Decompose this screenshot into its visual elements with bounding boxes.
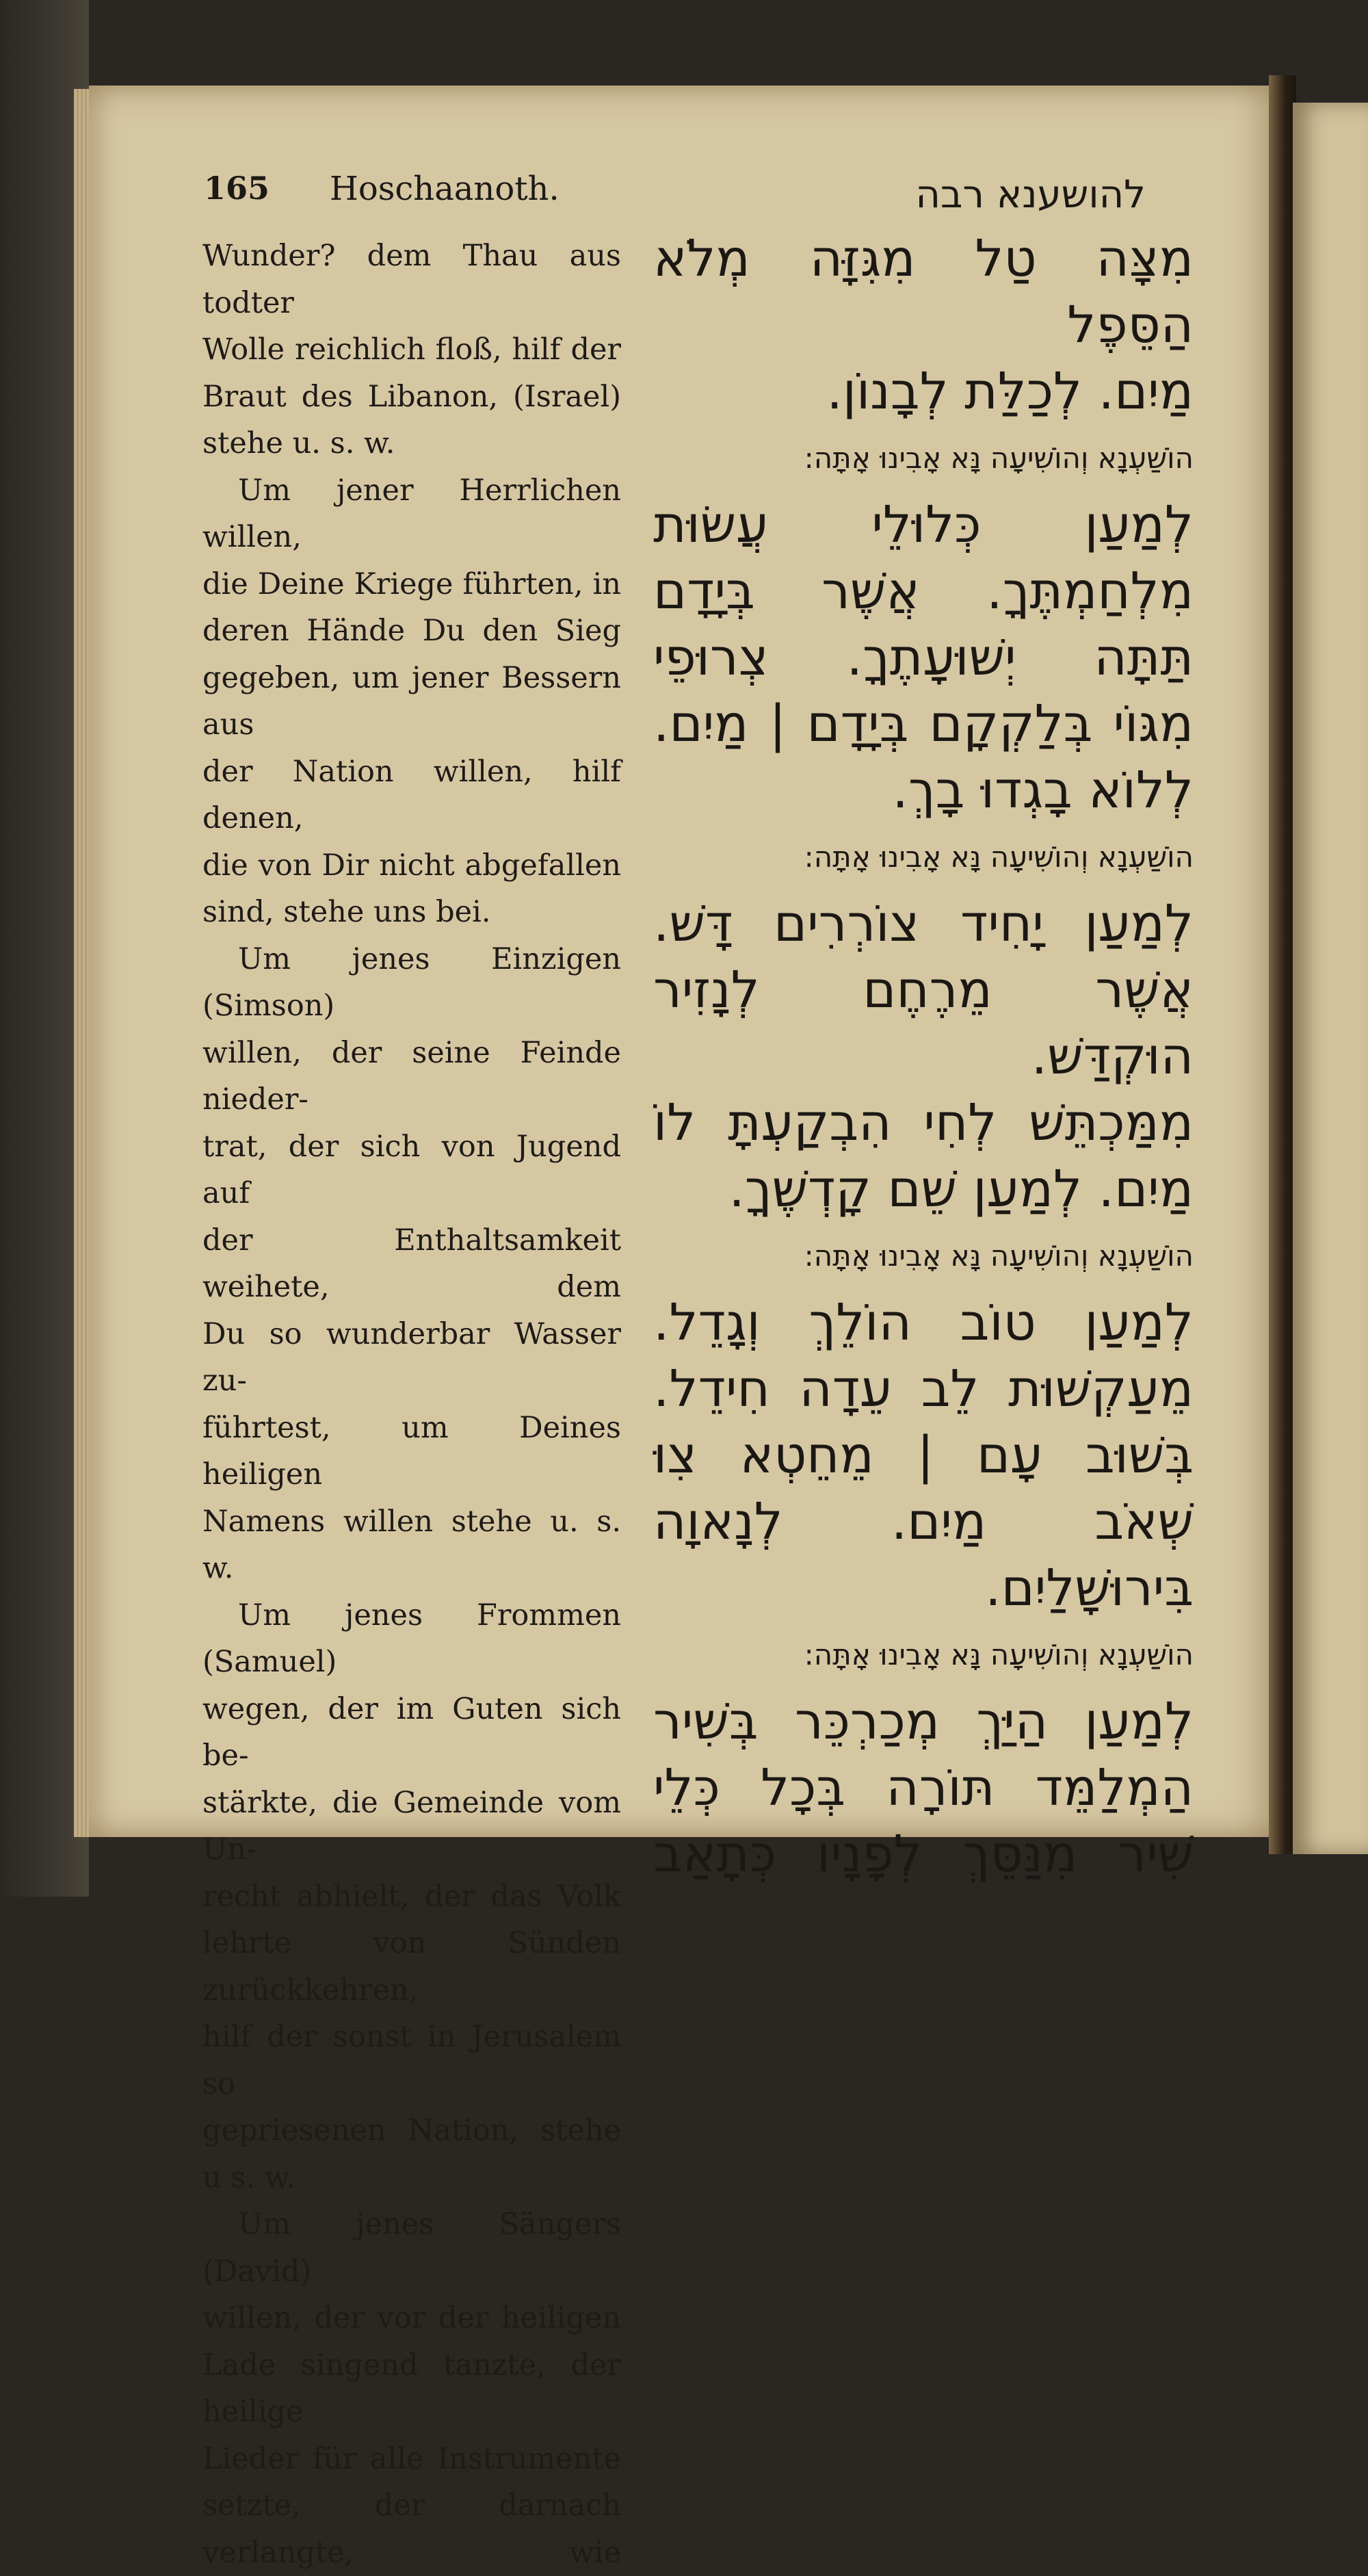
hebrew-line: שְׁאֹב מַיִם. לְנָאוָה	[653, 1492, 1194, 1551]
german-line: Um jener Herrlichen willen,	[202, 473, 621, 554]
hebrew-refrain: הוֹשַׁעְנָא וְהוֹשִׁיעָה נָּא אָבִינוּ אָתָּה:	[804, 1239, 1194, 1273]
hebrew-line: מַיִם. לְכַלַּת לְבָנוֹן.	[826, 362, 1194, 421]
german-line: die Deine Kriege führten, in	[202, 567, 621, 601]
german-line: deren Hände Du den Sieg	[202, 614, 621, 648]
hebrew-refrain: הוֹשַׁעְנָא וְהוֹשִׁיעָה נָּא אָבִינוּ אָתָּה:	[804, 1638, 1194, 1671]
german-line: setzte, der darnach verlangte, wie	[202, 2488, 621, 2570]
hebrew-line: מַיִם. לְמַעַן שֵׁם קָדְשֶׁךָ.	[728, 1160, 1194, 1219]
german-line: gegeben, um jener Bessern aus	[202, 660, 621, 742]
german-line: lehrte von Sünden zurückkehren,	[202, 1926, 621, 2007]
hebrew-line: לְמַעַן יָחִיד צוֹרְרִים דָּשׁ.	[653, 894, 1194, 953]
hebrew-line: שִׁיר מִנַּסֵּךְ לְפָנָיו כְּתָאַב	[653, 1825, 1194, 1884]
german-line: der Enthaltsamkeit weihete, dem	[202, 1223, 621, 1304]
german-line: Du so wunderbar Wasser zu-	[202, 1316, 621, 1398]
german-line: Lade singend tanzte, der heilige	[202, 2347, 621, 2429]
german-line: führtest, um Deines heiligen	[202, 1410, 621, 1492]
german-line: Namens willen stehe u. s. w.	[202, 1504, 621, 1585]
hebrew-line: לְמַעַן הַיַּךְ מְכַרְכֵּר בְּשִׁיר	[653, 1692, 1194, 1751]
german-line: stärkte, die Gemeinde vom Un-	[202, 1785, 621, 1866]
german-translation-column	[202, 233, 621, 2576]
hebrew-line: לְמַעַן כְּלוּלֵי עֲשׂוּת	[653, 495, 1194, 554]
german-line: Wunder? dem Thau aus todter	[202, 239, 621, 320]
hebrew-refrain: הוֹשַׁעְנָא וְהוֹשִׁיעָה נָּא אָבִינוּ אָתָּה:	[804, 840, 1194, 874]
german-line: trat, der sich von Jugend auf	[202, 1129, 621, 1210]
german-line: stehe u. s. w.	[202, 426, 395, 460]
german-line: willen, der seine Feinde nieder-	[202, 1035, 621, 1117]
hebrew-line: מִצָּה טַל מִגִּזָּה מְלֹא הַסֵּפֶל	[653, 229, 1194, 354]
hebrew-line: תַּתָּה יְשׁוּעָתֶךָ. צְרוּפֵי	[653, 628, 1194, 687]
german-line: recht abhielt, der das Volk	[202, 1879, 621, 1914]
german-line: Wolle reichlich floß, hilf der	[202, 333, 621, 367]
german-line: hilf der sonst in Jerusalem so	[202, 2020, 621, 2101]
german-line: willen, der vor der heiligen	[202, 2301, 621, 2335]
german-line: Um jenes Frommen (Samuel)	[202, 1598, 621, 1679]
hebrew-line: מִלְחַמְתֶּךָ. אֲשֶׁר בְּיָדָם	[653, 562, 1194, 621]
german-line: die von Dir nicht abgefallen	[202, 848, 621, 883]
german-line: gepriesenen Nation, stehe u s. w.	[202, 2113, 621, 2195]
hebrew-refrain: הוֹשַׁעְנָא וְהוֹשִׁיעָה נָּא אָבִינוּ אָתָּה:	[804, 441, 1194, 475]
hebrew-line: הַמְלַמֵּד תּוֹרָה בְּכָל כְּלֵי	[653, 1758, 1194, 1817]
hebrew-heading: להושענא רבה	[915, 172, 1146, 217]
book-page-right-partial	[1293, 103, 1368, 1854]
hebrew-line: בִּירוּשָׁלַיִם.	[985, 1559, 1194, 1617]
hebrew-line: מֵעַקְשׁוּת לֵב עֵדָה חִידֵל.	[653, 1359, 1194, 1418]
german-line: der Nation willen, hilf denen,	[202, 754, 621, 835]
hebrew-line: מִמַּכְתֵּשׁ לְחִי הִבְקַעְתָּ לוֹ	[653, 1093, 1194, 1152]
hebrew-line: מִגּוֹי בְּלַקְקָם בְּיָדָם | מַיִם.	[653, 694, 1194, 753]
hebrew-line: לְלוֹא בָגְדוּ בָךְ.	[892, 761, 1194, 820]
german-line: Lieder für alle Instrumente	[202, 2441, 621, 2476]
hebrew-text-column	[653, 164, 1194, 1888]
running-title: Hoschaanoth.	[330, 170, 560, 208]
german-line: Um jenes Einzigen (Simson)	[202, 941, 621, 1023]
german-line: Braut des Libanon, (Israel)	[202, 379, 621, 414]
german-line: wegen, der im Guten sich be-	[202, 1691, 621, 1773]
german-line: Um jenes Sängers (David)	[202, 2207, 621, 2289]
hebrew-line: בְּשׁוּב עָם | מֵחֵטְא צִוּ	[653, 1426, 1194, 1485]
hebrew-line: לְמַעַן טוֹב הוֹלֵךְ וְגָדֵל.	[653, 1293, 1194, 1352]
book-gutter	[1269, 75, 1296, 1854]
page-number: 165	[204, 170, 270, 207]
german-line: sind, stehe uns bei.	[202, 895, 491, 929]
hebrew-line: אֲשֶׁר מֵרֶחֶם לְנָזִיר הוּקְדַּשׁ.	[653, 961, 1194, 1086]
